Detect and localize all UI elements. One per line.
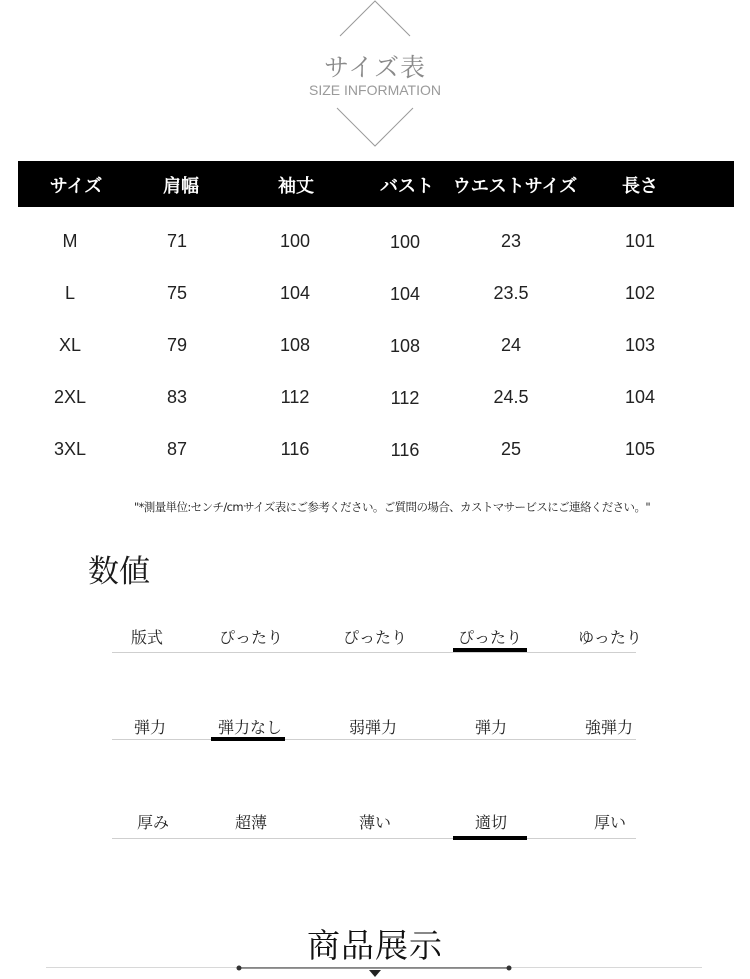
- selection-indicator: [453, 648, 527, 652]
- table-cell: 23: [500, 231, 522, 251]
- measurement-note: "*測量単位:センチ/cmサイズ表にご参考ください。ご質問の場合、カストマサービスにご連絡ください。": [133, 500, 651, 514]
- table-cell: 108: [389, 336, 421, 356]
- ornament-left-dot: [237, 966, 242, 971]
- table-cell: 116: [280, 439, 310, 459]
- ornament-right-dot: [507, 966, 512, 971]
- ornament-top-chevron: [340, 1, 410, 36]
- table-cell: 83: [166, 387, 188, 407]
- table-cell: 112: [280, 387, 310, 407]
- table-cell: 102: [624, 283, 656, 303]
- column-header-length: 長さ: [622, 176, 658, 197]
- table-cell: 112: [390, 388, 420, 408]
- ornament-down-triangle: [369, 970, 381, 977]
- selection-indicator: [453, 836, 527, 840]
- attribute-label: 弾力: [133, 718, 167, 737]
- attribute-label: 厚み: [136, 813, 170, 832]
- attribute-option: 超薄: [234, 813, 268, 832]
- attribute-option-selected: ぴったり: [457, 628, 523, 647]
- column-header-waist: ウエストサイズ: [452, 176, 578, 197]
- column-header-bust: バスト: [380, 176, 434, 197]
- size-chart-title: サイズ表: [323, 53, 426, 82]
- attribute-option: ゆったり: [578, 628, 642, 647]
- table-cell: 24.5: [493, 387, 529, 407]
- selection-indicator: [211, 737, 285, 741]
- table-cell: 25: [500, 439, 522, 459]
- table-cell: 100: [389, 232, 421, 252]
- table-cell: 71: [166, 231, 188, 251]
- row-divider: [112, 739, 636, 740]
- attribute-option: ぴったり: [342, 628, 408, 647]
- table-cell: XL: [58, 335, 82, 355]
- table-cell: 75: [166, 283, 188, 303]
- table-cell: 24: [500, 335, 522, 355]
- table-cell: 116: [390, 440, 420, 460]
- attribute-option: 薄い: [358, 813, 392, 832]
- table-cell: 104: [389, 284, 421, 304]
- table-cell: 23.5: [493, 283, 529, 303]
- title-underline-ornament: [230, 962, 520, 979]
- column-header-shoulder: 肩幅: [163, 176, 199, 197]
- table-cell: 104: [279, 283, 311, 303]
- table-cell: 87: [166, 439, 188, 459]
- column-header-sleeve: 袖丈: [278, 176, 314, 197]
- values-section-title: 数値: [88, 554, 150, 590]
- attribute-option: 強弾力: [584, 718, 634, 737]
- table-cell: 101: [624, 231, 656, 251]
- size-table-header: [18, 161, 734, 207]
- column-header-size: サイズ: [49, 176, 103, 197]
- attribute-option: 弾力: [474, 718, 508, 737]
- table-cell: 105: [624, 439, 656, 459]
- table-cell: 79: [166, 335, 188, 355]
- table-cell: M: [62, 231, 78, 251]
- attribute-option: 厚い: [593, 813, 627, 832]
- attribute-label: 版式: [130, 628, 164, 647]
- table-cell: 100: [279, 231, 311, 251]
- attribute-option-selected: 適切: [474, 813, 508, 832]
- attribute-option: ぴったり: [218, 628, 284, 647]
- row-divider: [112, 652, 636, 653]
- attribute-option: 弱弾力: [348, 718, 398, 737]
- table-cell: 3XL: [53, 439, 87, 459]
- table-cell: 103: [624, 335, 656, 355]
- row-divider: [112, 838, 636, 839]
- ornament-bottom-chevron: [337, 108, 413, 146]
- table-cell: 104: [624, 387, 656, 407]
- attribute-option-selected: 弾力なし: [217, 718, 283, 737]
- table-cell: L: [64, 283, 76, 303]
- table-cell: 2XL: [53, 387, 87, 407]
- table-cell: 108: [279, 335, 311, 355]
- product-display-title: 商品展示: [307, 926, 443, 965]
- size-chart-subtitle: SIZE INFORMATION: [309, 82, 441, 98]
